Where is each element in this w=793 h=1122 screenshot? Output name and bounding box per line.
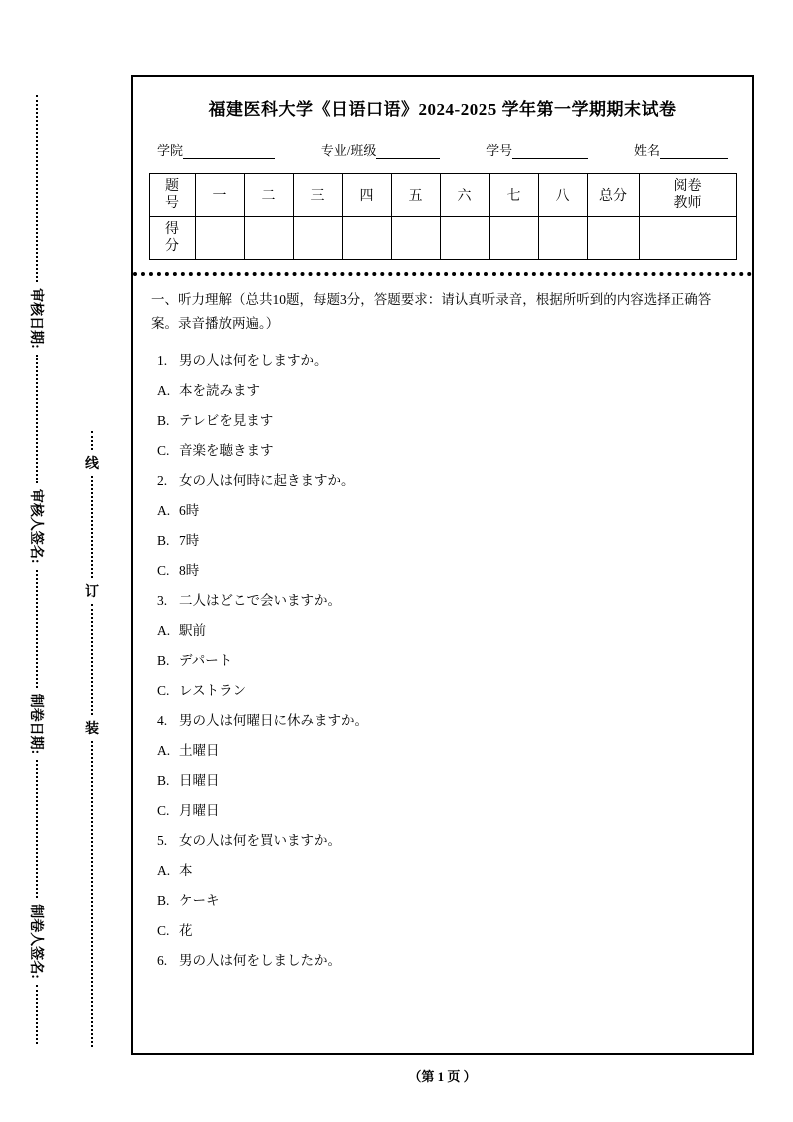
- column-header: 六: [440, 174, 489, 217]
- exam-paper-frame: [131, 75, 754, 1055]
- section-title: 一、听力理解（总共10题，每题3分，答题要求：请认真听录音，根据所听到的内容选择正确答案。录音播放两遍。）: [151, 292, 712, 331]
- page-number: （第 1 页 ）: [408, 1069, 477, 1084]
- dotted-line: [36, 760, 38, 898]
- question-text: 5. 女の人は何を買いますか。: [157, 833, 341, 848]
- option: B. テレビを見ます: [157, 413, 274, 428]
- dotted-line: [91, 431, 93, 450]
- column-header: 二: [244, 174, 293, 217]
- total-score-header: 总分: [587, 174, 639, 217]
- option: A. 本: [157, 863, 193, 878]
- dotted-line: [91, 604, 93, 715]
- dotted-separator: [133, 272, 752, 276]
- score-cell: [489, 217, 538, 260]
- student-id-label: 学号: [486, 143, 513, 158]
- dotted-line: [36, 355, 38, 483]
- major-class-blank: [376, 143, 440, 159]
- score-cell: [440, 217, 489, 260]
- question-list: [147, 346, 738, 976]
- option: B. ケーキ: [157, 893, 220, 908]
- option: C. 8時: [157, 563, 200, 578]
- option: B. 7時: [157, 533, 200, 548]
- dotted-line: [91, 741, 93, 1047]
- binding-line-zhuang: 装: [85, 721, 99, 737]
- score-row-label: 得分: [149, 217, 195, 260]
- score-cell: [587, 217, 639, 260]
- score-cell: [391, 217, 440, 260]
- column-header: 五: [391, 174, 440, 217]
- score-cell: [639, 217, 736, 260]
- question-text: 6. 男の人は何をしましたか。: [157, 953, 341, 968]
- student-info-fields: [157, 140, 728, 159]
- option: A. 本を読みます: [157, 383, 260, 398]
- left-margin-signature-strip: [22, 92, 52, 1047]
- question-text: 1. 男の人は何をしますか。: [157, 353, 328, 368]
- option: C. 音楽を聴きます: [157, 443, 274, 458]
- question-text: 4. 男の人は何曜日に休みますか。: [157, 713, 368, 728]
- table-row: [149, 174, 736, 217]
- dotted-line: [91, 476, 93, 578]
- score-cell: [538, 217, 587, 260]
- option: A. 土曜日: [157, 743, 220, 758]
- major-class-label: 专业/班级: [320, 143, 377, 158]
- question-text: 2. 女の人は何時に起きますか。: [157, 473, 355, 488]
- column-header: 三: [293, 174, 342, 217]
- paper-maker-signature-label: 制卷人签名:: [28, 904, 43, 979]
- column-header: 一: [195, 174, 244, 217]
- page-title: 福建医科大学《日语口语》2024-2025 学年第一学期期末试卷: [208, 100, 677, 119]
- option: C. 花: [157, 923, 193, 938]
- question-number-header: 题号: [149, 174, 195, 217]
- dotted-line: [36, 570, 38, 688]
- question-text: 3. 二人はどこで会いますか。: [157, 593, 341, 608]
- dotted-line: [36, 985, 38, 1044]
- option: C. レストラン: [157, 683, 247, 698]
- score-cell: [342, 217, 391, 260]
- name-blank: [660, 143, 728, 159]
- score-cell: [293, 217, 342, 260]
- paper-date-label: 制卷日期:: [28, 693, 43, 755]
- option: B. デパート: [157, 653, 233, 668]
- college-blank: [183, 143, 275, 159]
- column-header: 八: [538, 174, 587, 217]
- column-header: 四: [342, 174, 391, 217]
- option: A. 駅前: [157, 623, 206, 638]
- grader-header: 阅卷教师: [639, 174, 736, 217]
- dotted-line: [36, 95, 38, 282]
- binding-line-strip: [78, 428, 106, 1050]
- score-cell: [244, 217, 293, 260]
- college-label: 学院: [157, 143, 184, 158]
- student-id-blank: [512, 143, 588, 159]
- table-row: [149, 217, 736, 260]
- review-date-label: 审核日期:: [28, 288, 43, 349]
- binding-line-xian: 线: [85, 456, 99, 472]
- column-header: 七: [489, 174, 538, 217]
- score-cell: [195, 217, 244, 260]
- name-label: 姓名: [633, 143, 660, 158]
- option: B. 日曜日: [157, 773, 220, 788]
- score-table: [149, 173, 737, 260]
- reviewer-signature-label: 审核人签名:: [28, 488, 43, 564]
- option: A. 6時: [157, 503, 200, 518]
- option: C. 月曜日: [157, 803, 220, 818]
- binding-line-ding: 订: [85, 584, 99, 600]
